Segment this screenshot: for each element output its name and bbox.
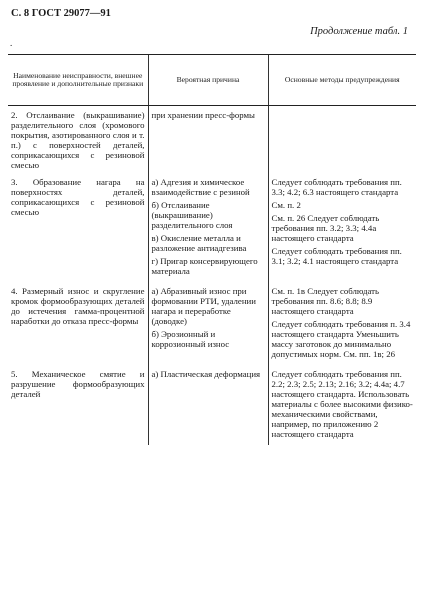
cause-cell xyxy=(148,173,268,282)
fault-cell: 3. Образование нагара на поверхностях деталей, соприкасающихся с резиновой смесью xyxy=(11,177,145,217)
column-header-fault: Наименование неисправности, внешнее проявление и дополнительные признаки xyxy=(8,55,148,106)
methods-cell xyxy=(268,173,416,282)
table-row xyxy=(8,365,416,445)
methods-cell xyxy=(268,106,416,174)
cause-text: а) Абразивный износ при формовании РТИ, удалении нагара и переработке (доводке) xyxy=(151,286,256,326)
table-continuation-label: Продолжение табл. 1 xyxy=(310,26,408,37)
fault-cell: 5. Механическое смятие и разрушение формообразующих деталей xyxy=(11,369,145,399)
table-row xyxy=(8,173,416,282)
cause-text: б) Эрозионный и коррозионный износ xyxy=(151,329,230,349)
cause-cell xyxy=(148,365,268,445)
table-header-row xyxy=(8,55,416,106)
page-header-left: С. 8 ГОСТ 29077—91 xyxy=(11,8,111,19)
methods-cell xyxy=(268,282,416,365)
method-text: См. п. 2 xyxy=(271,200,301,210)
methods-cell xyxy=(268,365,416,445)
faults-table xyxy=(8,54,416,445)
cause-text: при хранении пресс-формы xyxy=(151,110,255,120)
table-row xyxy=(8,282,416,365)
fault-cell: 2. Отслаивание (выкрашивание) разделительного слоя (хромового покрытия, азотированного слоя и т. п.) с поверхностей деталей, соприкасающихся с резиновой смесью xyxy=(11,110,145,170)
column-header-cause: Вероятная причина xyxy=(148,55,268,106)
method-text: Следует соблюдать требования пп. 3.1; 3.2; 4.1 настоящего стандарта xyxy=(271,246,402,266)
fault-cell: 4. Размерный износ и скругление кромок формообразующих деталей до истечения гамма-процентной наработки до отказа пресс-формы xyxy=(11,286,145,326)
table-row xyxy=(8,106,416,174)
method-text: Следует соблюдать требования п. 3.4 настоящего стандарта Уменьшить массу заготовок до минимально допустимых норм. См. пп. 1в; 26 xyxy=(271,319,411,359)
cause-text: а) Пластическая деформация xyxy=(151,369,261,379)
cause-text: в) Окисление металла и разложение антиадгезива xyxy=(151,233,247,253)
method-text: Следует соблюдать требования пп. 2.2; 2.3; 2.5; 2.13; 2.16; 3.2; 4.4а; 4.7 настоящего стандарта. Использовать материалы с более высокими физико-механическими свойствами, например, по приложению 2 настоящего стандарта xyxy=(271,369,413,439)
cause-text: а) Адгезия и химическое взаимодействие с резиной xyxy=(151,177,250,197)
method-text: См. п. 26 Следует соблюдать требования пп. 3.2; 3.3; 4.4а настоящего стандарта xyxy=(271,213,380,243)
method-text: Следует соблюдать требования пп. 3.3; 4.2; 6.3 настоящего стандарта xyxy=(271,177,402,197)
cause-text: г) Пригар консервирующего материала xyxy=(151,256,258,276)
column-header-methods: Основные методы предупреждения xyxy=(268,55,416,106)
margin-mark: . xyxy=(10,38,13,48)
cause-cell xyxy=(148,282,268,365)
method-text: См. п. 1в Следует соблюдать требования пп. 8.6; 8.8; 8.9 настоящего стандарта xyxy=(271,286,380,316)
cause-text: б) Отслаивание (выкрашивание) разделительного слоя xyxy=(151,200,233,230)
cause-cell xyxy=(148,106,268,174)
